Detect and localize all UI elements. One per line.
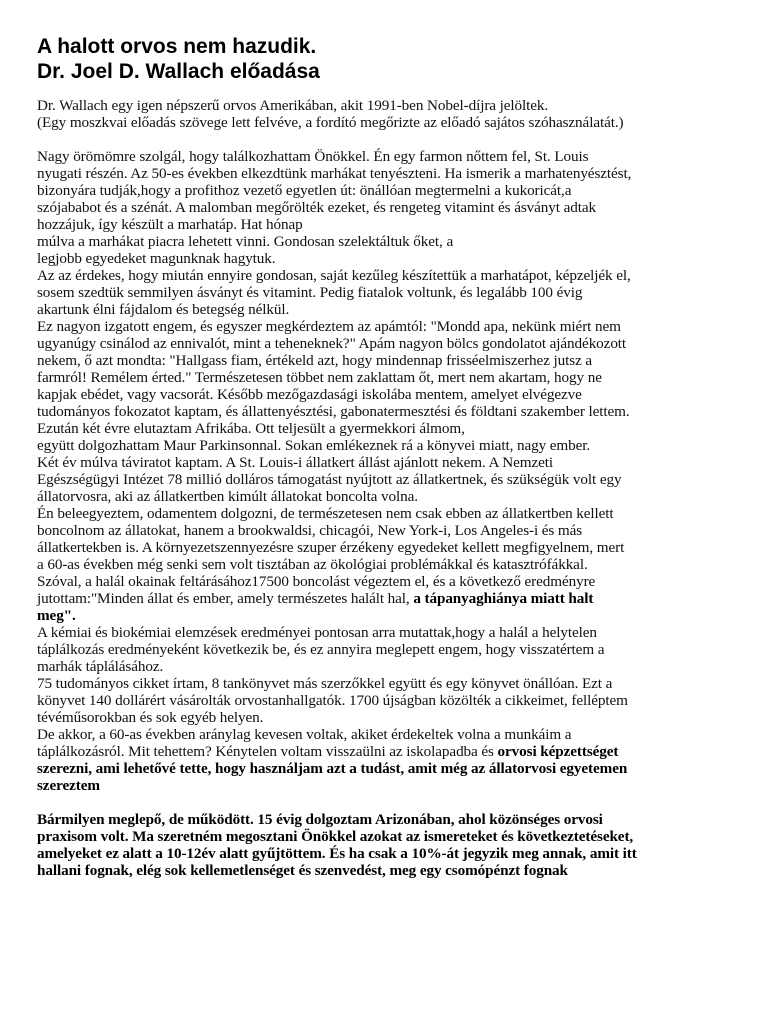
text-line: De akkor, a 60-as években aránylag kevesen voltak, akiket érdekeltek volna a munkáim a — [37, 726, 572, 743]
text-line: állatkertekben is. A környezetszennyezésre szuper érzékeny egyedeket kellett megfigyelnem, mert — [37, 539, 625, 556]
text-line: táplálkozás eredményeként következik be, és ez annyira meglepett engem, hogy visszatértem a — [37, 641, 605, 658]
text-line: szereztem — [37, 777, 100, 794]
text-line: ugyanúgy csinálod az ennivalót, mint a teheneknek?" Apám nagyon bölcs gondolatot ajándékozott — [37, 335, 627, 352]
text-line: szerezni, ami lehetővé tette, hogy használjam azt a tudást, amit még az állatorvosi egyetemen — [37, 760, 628, 777]
text-line: meg". — [37, 607, 76, 624]
conclusion-bold-text: a tápanyaghiánya miatt halt — [413, 590, 594, 607]
text-line: Bármilyen meglepő, de működött. 15 évig dolgoztam Arizonában, ahol közönséges orvosi — [37, 811, 603, 828]
text-line: A kémiai és biokémiai elemzések eredményei pontosan arra mutattak,hogy a halál a helytelen — [37, 624, 597, 641]
text-line: marhák táplálásához. — [37, 658, 164, 675]
intro-paragraph — [37, 97, 737, 131]
text-line: a 60-as években még senki sem volt tisztában az ökológiai problémákkal és katasztrófákkal. — [37, 556, 588, 573]
text-line: Szóval, a halál okainak feltárásához17500 boncolást végeztem el, és a következő eredményre — [37, 573, 596, 590]
title-line-1: A halott orvos nem hazudik. — [37, 35, 317, 58]
text-line: Két év múlva táviratot kaptam. A St. Louis-i állatkert állást ajánlott nekem. A Nemzeti — [37, 454, 553, 471]
text-line: Dr. Wallach egy igen népszerű orvos Amerikában, akit 1991-ben Nobel-díjra jelöltek. — [37, 97, 549, 114]
text-line: Az az érdekes, hogy miután ennyire gondosan, saját kezűleg készítettük a marhatápot, képzeljék el, — [37, 267, 631, 284]
text-line: múlva a marhákat piacra lehetett vinni. Gondosan szelektáltuk őket, a — [37, 233, 454, 250]
text-line: praxisom volt. Ma szeretném megosztani Önökkel azokat az ismereteket és következtetéseket, — [37, 828, 634, 845]
mixed-bold-text: orvosi képzettséget — [497, 743, 619, 760]
text-line: kapjak ebédet, vagy vacsorát. Később mezőgazdasági iskolába mentem, amelyet elvégezve — [37, 386, 582, 403]
text-line: Én beleegyeztem, odamentem dolgozni, de természetesen nem csak ebben az állatkertben kellett — [37, 505, 614, 522]
title-line-2: Dr. Joel D. Wallach előadása — [37, 60, 320, 83]
text-line: akartunk élni fájdalom és betegség nélkül. — [37, 301, 290, 318]
mixed-text: táplálkozásról. Mit tehettem? Kénytelen voltam visszaülni az iskolapadba és — [37, 743, 498, 760]
text-line: farmról! Remélem érted." Természetesen többet nem zaklattam őt, mert nem akartam, hogy ne — [37, 369, 602, 386]
main-paragraph — [37, 148, 737, 794]
paragraph-gap — [37, 794, 737, 811]
text-line: együtt dolgozhattam Maur Parkinsonnal. Sokan emlékeznek rá a könyvei miatt, nagy ember. — [37, 437, 591, 454]
document-title — [37, 34, 737, 84]
text-line: bizonyára tudják,hogy a profithoz vezető egyetlen út: önállóan megtermelni a kukoricát,a — [37, 182, 572, 199]
document-page — [37, 34, 737, 879]
conclusion-text: jutottam:"Minden állat és ember, amely természetes halált hal, — [37, 590, 414, 607]
text-line: (Egy moszkvai előadás szövege lett felvéve, a fordító megőrizte az előadó sajátos szóhasználatát.) — [37, 114, 624, 131]
text-line: legjobb egyedeket magunknak hagytuk. — [37, 250, 276, 267]
text-line: nyugati részén. Az 50-es években elkezdtünk marhákat tenyészteni. Ha ismerik a marhatenyésztést, — [37, 165, 632, 182]
text-line: Nagy örömömre szolgál, hogy találkozhattam Önökkel. Én egy farmon nőttem fel, St. Louis — [37, 148, 589, 165]
document-body — [37, 97, 737, 879]
text-line — [37, 743, 737, 760]
text-line: szójababot és a szénát. A malomban megőrölték ezeket, és rengeteg vitamint és ásványt adtak — [37, 199, 596, 216]
text-line: hallani fognak, elég sok kellemetlenséget és szenvedést, meg egy csomópénzt fognak — [37, 862, 568, 879]
text-line: Egészségügyi Intézet 78 millió dolláros támogatást nyújtott az állatkertnek, és szükségük volt egy — [37, 471, 622, 488]
text-line: Ez nagyon izgatott engem, és egyszer megkérdeztem az apámtól: "Mondd apa, nekünk miért nem — [37, 318, 621, 335]
paragraph-gap — [37, 131, 737, 148]
text-line: könyvet 140 dollárért vásárolták orvostanhallgatók. 1700 újságban közölték a cikkeimet, felléptem — [37, 692, 628, 709]
text-line: 75 tudományos cikket írtam, 8 tankönyvet más szerzőkkel együtt és egy könyvet önállóan. Ezt a — [37, 675, 613, 692]
text-line: boncolnom az állatokat, hanem a brookwaldsi, chicagói, New York-i, Los Angeles-i és más — [37, 522, 583, 539]
text-line: állatorvosra, aki az állatkertben kimúlt állatokat boncolta volna. — [37, 488, 418, 505]
text-line: Ezután két évre elutaztam Afrikába. Ott teljesült a gyermekkori álmom, — [37, 420, 465, 437]
text-line: hozzájuk, így készült a marhatáp. Hat hónap — [37, 216, 303, 233]
text-line: nekem, ő azt mondta: "Hallgass fiam, értékeld azt, hogy mindennap frisséelmiszerhez jutsz a — [37, 352, 593, 369]
text-line: amelyeket ez alatt a 10-12év alatt gyűjtöttem. És ha csak a 10%-át jegyzik meg annak, amit itt — [37, 845, 637, 862]
bold-paragraph — [37, 811, 737, 879]
text-line: tévéműsorokban és sok egyéb helyen. — [37, 709, 264, 726]
text-line: tudományos fokozatot kaptam, és állattenyésztési, gabonatermesztési és földtani szakember lettem. — [37, 403, 630, 420]
text-line: sosem szedtük semmilyen ásványt és vitamint. Pedig fiatalok voltunk, és legalább 100 évig — [37, 284, 583, 301]
text-line — [37, 590, 737, 607]
